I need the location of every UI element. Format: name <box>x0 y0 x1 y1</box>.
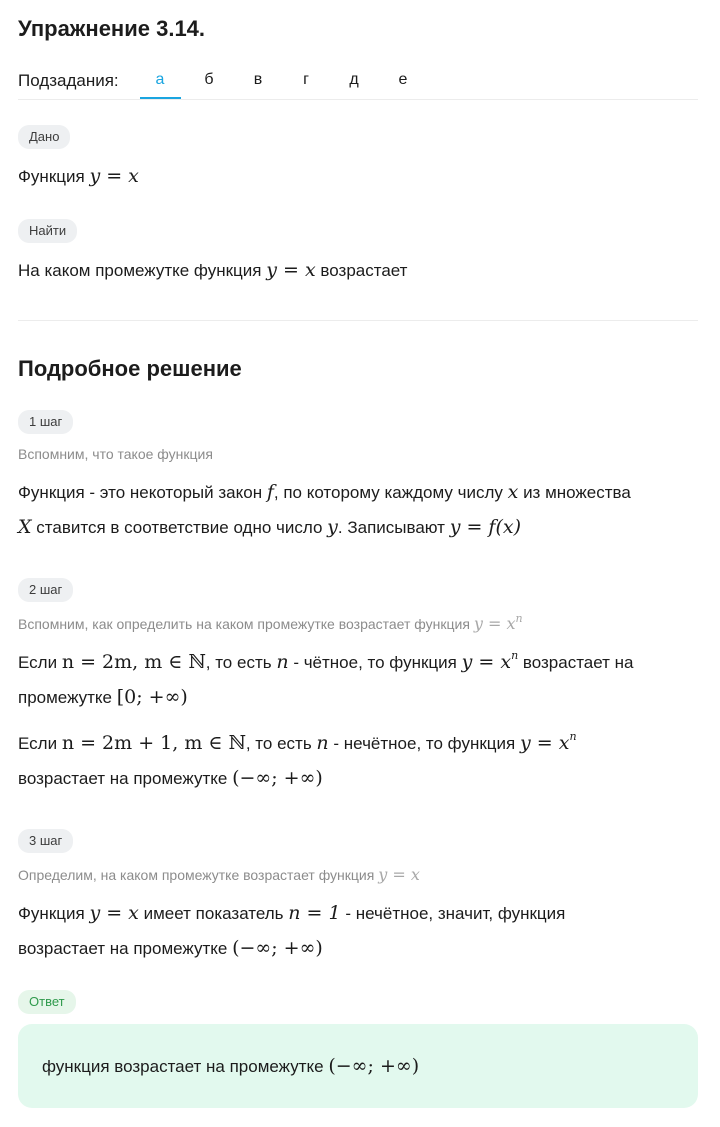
tab-b[interactable]: б <box>204 71 214 88</box>
answer-box <box>18 1024 698 1108</box>
step-2-hint <box>18 614 523 633</box>
step-3-text: - нечётное, значит, функция <box>345 904 566 923</box>
step-3-math: y = x <box>89 902 139 924</box>
tabs-divider <box>18 99 698 100</box>
step-2-hint-text: Вспомним, как определить на каком промежутке возрастает функция <box>18 616 470 632</box>
tab-v[interactable]: в <box>253 71 263 88</box>
step-1-math: y <box>327 516 338 538</box>
tab-e[interactable]: е <box>398 71 408 88</box>
step-1-line-1 <box>18 481 631 503</box>
step-2-p1-line-2 <box>18 686 188 708</box>
step-2-math: n <box>276 651 289 673</box>
step-3-text: Функция <box>18 904 85 923</box>
step-1-math: x <box>507 481 519 503</box>
step-3-text: имеет показатель <box>143 904 284 923</box>
step-1-math: f <box>266 481 274 503</box>
step-2-p2-line-2 <box>18 767 323 789</box>
step-3-text: возрастает на промежутке <box>18 939 228 958</box>
step-2-hint-math: $y = x^n$ <box>473 612 523 633</box>
given-chip: Дано <box>18 125 70 149</box>
given-math: y = x <box>89 165 139 187</box>
step-2-text: промежутке <box>18 688 112 707</box>
step-1-math: y = f(x) <box>449 516 521 538</box>
step-2-math: (−∞; +∞) <box>232 767 323 789</box>
active-tab-indicator <box>140 97 181 99</box>
find-math: y = x <box>266 259 316 281</box>
step-3-math: n = 1 <box>288 902 341 924</box>
step-2-math: n = 2m + 1, m ∈ ℕ <box>61 732 246 754</box>
step-2-text: Если <box>18 734 58 753</box>
step-1-line-2 <box>18 516 521 538</box>
step-2-text: возрастает на <box>522 653 634 672</box>
step-1-text: . Записывают <box>337 518 445 537</box>
step-2-text: Если <box>18 653 58 672</box>
step-2-p1-line-1 <box>18 651 634 673</box>
step-1-chip: 1 шаг <box>18 410 73 434</box>
answer-math: (−∞; +∞) <box>328 1055 420 1077</box>
step-3-line-2 <box>18 937 323 959</box>
section-divider <box>18 320 698 321</box>
step-3-math: (−∞; +∞) <box>232 937 323 959</box>
find-chip: Найти <box>18 219 77 243</box>
find-text-before: На каком промежутке функция <box>18 261 262 280</box>
step-1-hint: Вспомним, что такое функция <box>18 446 213 462</box>
step-2-p2-line-1 <box>18 732 577 754</box>
step-3-line-1 <box>18 902 565 924</box>
tab-a[interactable]: а <box>155 71 165 88</box>
step-2-chip: 2 шаг <box>18 578 73 602</box>
step-1-text: Функция - это некоторый закон <box>18 483 263 502</box>
answer-chip: Ответ <box>18 990 76 1014</box>
step-1-text: из множества <box>523 483 631 502</box>
step-2-math: $y = x^n$ <box>519 730 577 754</box>
page-title: Упражнение 3.14. <box>18 16 206 41</box>
step-2-math: [0; +∞) <box>116 686 188 708</box>
step-2-text: , то есть <box>245 734 312 753</box>
tab-d[interactable]: д <box>349 71 359 88</box>
answer-text: функция возрастает на промежутке <box>42 1057 324 1076</box>
given-statement <box>18 165 139 187</box>
step-2-math: $y = x^n$ <box>461 649 519 673</box>
step-3-chip: 3 шаг <box>18 829 73 853</box>
step-2-text: - чётное, то функция <box>293 653 457 672</box>
given-text: Функция <box>18 167 85 186</box>
solution-title: Подробное решение <box>18 356 242 381</box>
find-text-after: возрастает <box>320 261 408 280</box>
answer-statement <box>42 1055 419 1077</box>
step-3-hint-text: Определим, на каком промежутке возрастает функция <box>18 867 375 883</box>
step-2-math: n <box>316 732 329 754</box>
subtasks-label: Подзадания: <box>18 71 119 90</box>
step-1-math: X <box>18 516 32 538</box>
step-3-hint-math: y = x <box>378 865 420 884</box>
find-statement <box>18 259 407 281</box>
step-3-hint <box>18 865 420 884</box>
step-1-text: ставится в соответствие одно число <box>36 518 323 537</box>
tab-g[interactable]: г <box>303 71 309 88</box>
step-2-text: возрастает на промежутке <box>18 769 228 788</box>
step-2-math: n = 2m, m ∈ ℕ <box>61 651 206 673</box>
step-2-text: - нечётное, то функция <box>333 734 516 753</box>
step-1-text: , по которому каждому числу <box>273 483 503 502</box>
step-2-text: , то есть <box>205 653 272 672</box>
